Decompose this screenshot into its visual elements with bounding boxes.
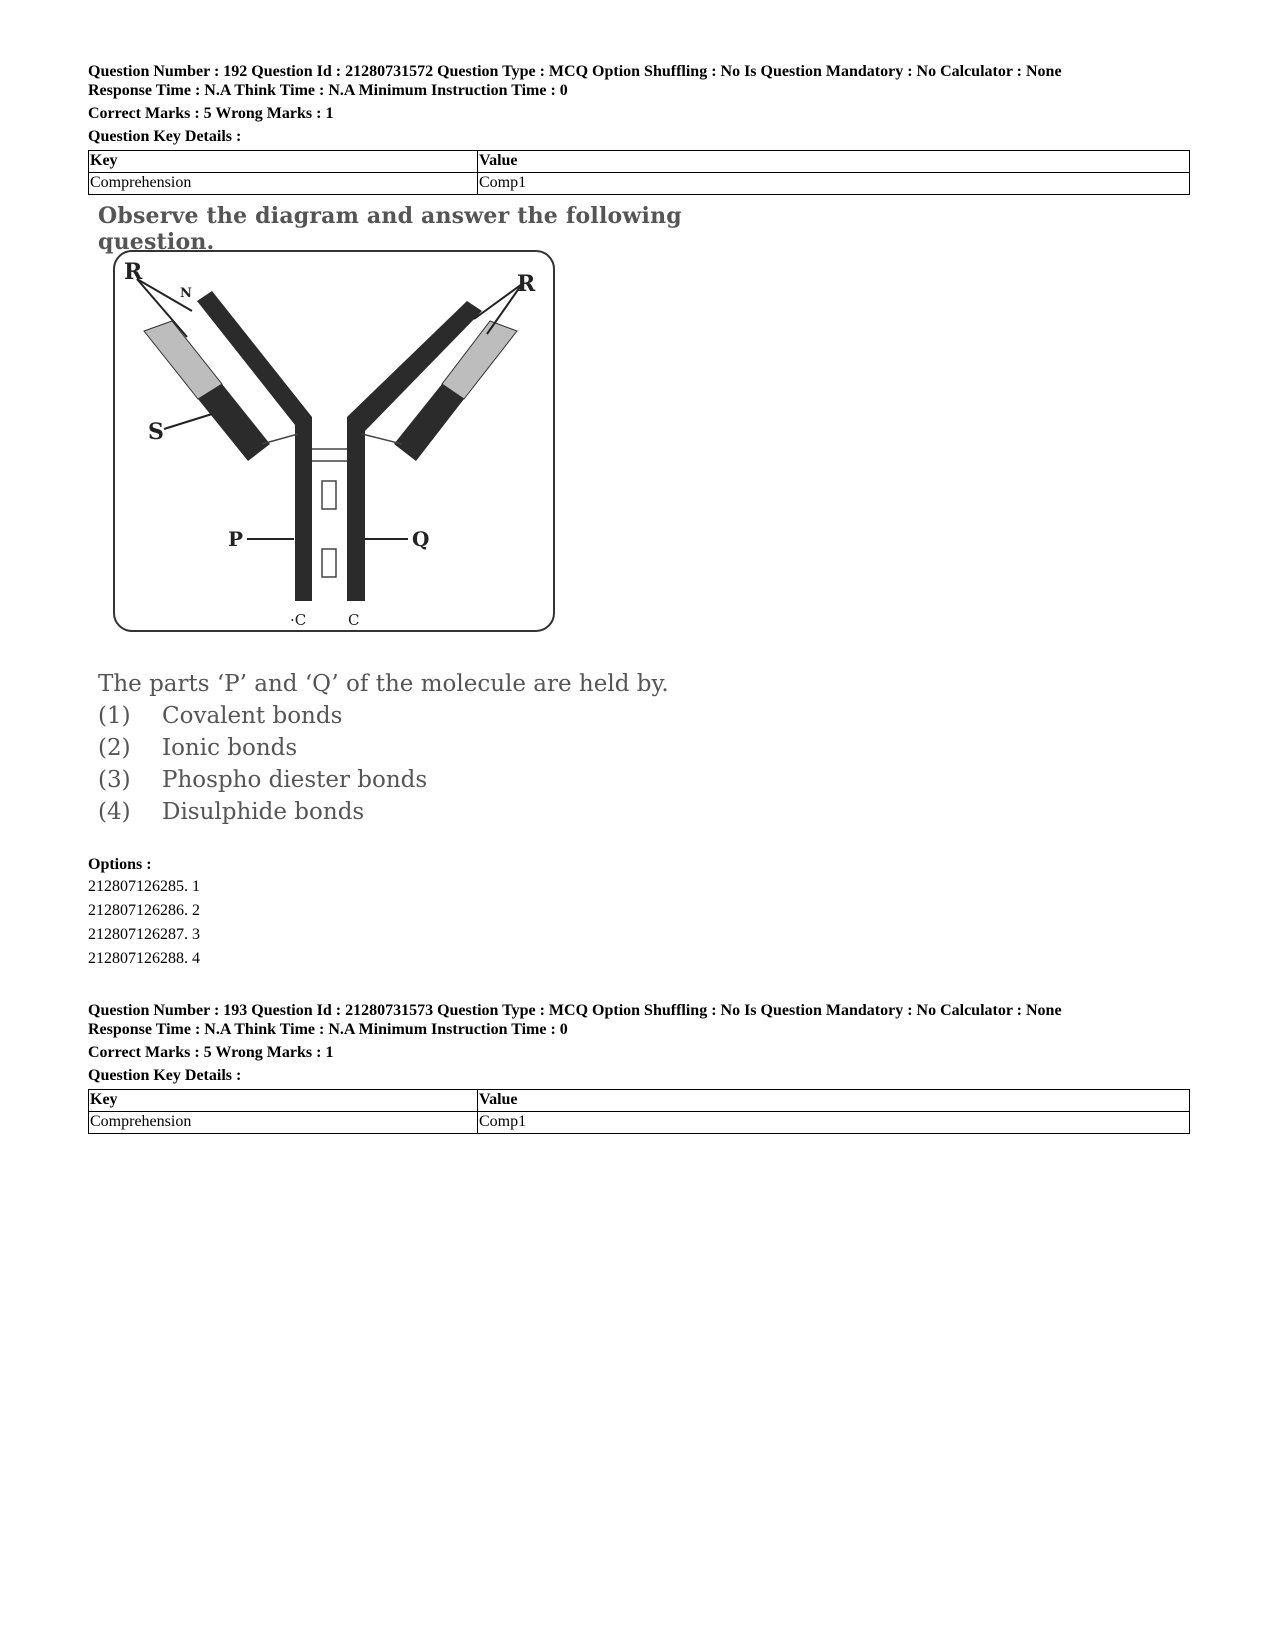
option-item: 212807126286. 2 [88, 902, 200, 919]
choice-text: Phospho diester bonds [162, 767, 428, 793]
choice-number: (1) [98, 703, 131, 729]
question-meta [88, 1001, 1188, 1039]
key-header: Key [89, 1090, 478, 1112]
marks-line: Correct Marks : 5 Wrong Marks : 1 [88, 105, 334, 122]
light-chain-constant-left [198, 384, 270, 461]
choice-2 [98, 735, 297, 761]
label-n: N [180, 286, 192, 301]
meta-line-1: Question Number : 193 Question Id : 21280731573 Question Type : MCQ Option Shuffling : No Is Question Mandatory : No Calculator : None [88, 1002, 1062, 1019]
table-header-row [89, 1090, 1190, 1112]
key-details-title: Question Key Details : [88, 1067, 242, 1084]
page [88, 62, 1188, 1134]
antibody-diagram [112, 249, 576, 649]
label-p: P [228, 527, 244, 551]
question-stem: The parts ‘P’ and ‘Q’ of the molecule are held by. [98, 671, 669, 697]
key-details-table [88, 1089, 1190, 1134]
key-details-title: Question Key Details : [88, 128, 242, 145]
key-cell: Comprehension [89, 173, 478, 195]
label-r-right: R [517, 271, 536, 297]
options-title: Options : [88, 856, 152, 873]
table-header-row [89, 151, 1190, 173]
choice-1 [98, 703, 342, 729]
choice-text: Ionic bonds [162, 735, 298, 761]
choice-4 [98, 799, 364, 825]
option-item: 212807126287. 3 [88, 926, 200, 943]
label-r-left: R [124, 259, 143, 285]
question-block [88, 1001, 1188, 1134]
choice-number: (2) [98, 735, 131, 761]
choice-number: (4) [98, 799, 131, 825]
option-item: 212807126288. 4 [88, 950, 200, 967]
light-chain-constant-right [394, 384, 464, 461]
value-header: Value [478, 151, 1190, 173]
label-c-right: C [348, 611, 360, 629]
value-cell: Comp1 [478, 173, 1190, 195]
label-q: Q [412, 527, 430, 551]
label-s: S [148, 419, 164, 445]
marks-line: Correct Marks : 5 Wrong Marks : 1 [88, 1044, 334, 1061]
choice-text: Covalent bonds [162, 703, 343, 729]
key-details-table [88, 150, 1190, 195]
key-header: Key [89, 151, 478, 173]
table-row [89, 1112, 1190, 1134]
question-block [88, 62, 1188, 971]
table-row [89, 173, 1190, 195]
choice-text: Disulphide bonds [162, 799, 365, 825]
instruction-text: Observe the diagram and answer the following question. [98, 203, 682, 255]
choice-3 [98, 767, 427, 793]
question-image [88, 201, 788, 849]
option-item: 212807126285. 1 [88, 878, 200, 895]
question-meta [88, 62, 1188, 100]
meta-line-2: Response Time : N.A Think Time : N.A Minimum Instruction Time : 0 [88, 82, 568, 99]
disulphide-bridges [262, 434, 402, 577]
meta-line-1: Question Number : 192 Question Id : 21280731572 Question Type : MCQ Option Shuffling : No Is Question Mandatory : No Calculator : None [88, 63, 1062, 80]
key-cell: Comprehension [89, 1112, 478, 1134]
value-header: Value [478, 1090, 1190, 1112]
value-cell: Comp1 [478, 1112, 1190, 1134]
label-c-left: ·C [290, 611, 307, 629]
meta-line-2: Response Time : N.A Think Time : N.A Minimum Instruction Time : 0 [88, 1021, 568, 1038]
choice-number: (3) [98, 767, 131, 793]
